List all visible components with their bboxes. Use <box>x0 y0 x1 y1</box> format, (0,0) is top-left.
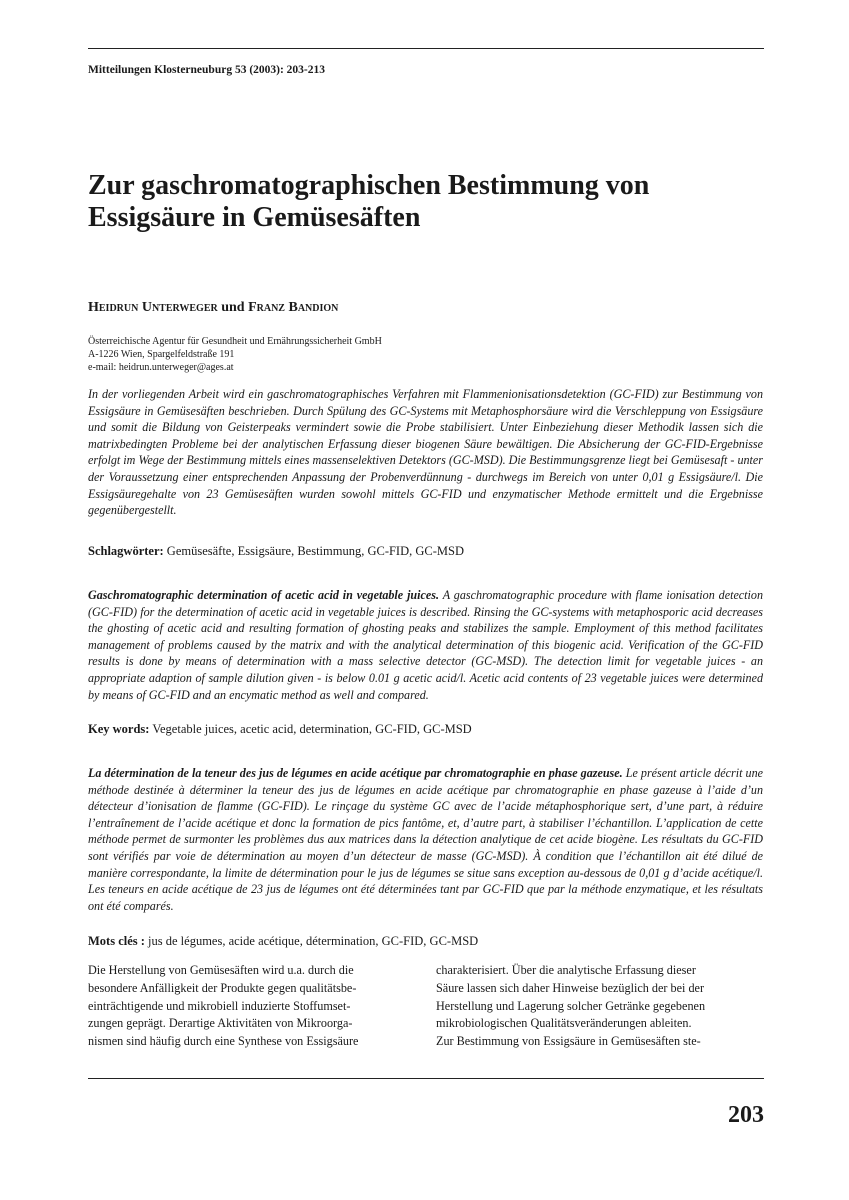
keywords-text: Gemüsesäfte, Essigsäure, Bestimmung, GC-FID, GC-MSD <box>166 544 464 558</box>
body-line: besondere Anfälligkeit der Produkte gegen qualitätsbe- <box>88 980 357 995</box>
body-line: nismen sind häufig durch eine Synthese von Essigsäure <box>88 1034 359 1049</box>
keywords-german <box>88 544 464 559</box>
title-line: Essigsäure in Gemüsesäften <box>88 202 421 233</box>
affiliation-email: e-mail: heidrun.unterweger@ages.at <box>88 362 234 373</box>
body-line: Die Herstellung von Gemüsesäften wird u.a. durch die <box>88 963 354 977</box>
body-line: charakterisiert. Über die analytische Erfassung dieser <box>436 963 696 977</box>
affiliation <box>88 335 382 374</box>
affiliation-line: Österreichische Agentur für Gesundheit und Ernährungssicherheit GmbH <box>88 336 382 347</box>
abstract-french-lead: La détermination de la teneur des jus de légumes en acide acétique par chromatographie en phase gazeuse. <box>88 766 623 780</box>
body-line: Säure lassen sich daher Hinweise bezüglich der bei der <box>436 980 705 995</box>
article-title <box>88 170 768 234</box>
author-name: Heidrun Unterweger <box>88 300 218 315</box>
keywords-label: Key words: <box>88 722 150 736</box>
title-line: Zur gaschromatographischen Bestimmung von <box>88 170 650 201</box>
header-rule <box>88 48 764 49</box>
journal-reference: Mitteilungen Klosterneuburg 53 (2003): 203-213 <box>88 64 326 76</box>
keywords-english <box>88 722 472 737</box>
author-line <box>88 300 338 316</box>
abstract-english <box>88 587 763 703</box>
keywords-text: Vegetable juices, acetic acid, determination, GC-FID, GC-MSD <box>152 722 472 736</box>
keywords-label: Mots clés : <box>88 934 145 948</box>
body-line: zungen geprägt. Derartige Aktivitäten von Mikroorga- <box>88 1016 353 1031</box>
abstract-german: In der vorliegenden Arbeit wird ein gaschromatographisches Verfahren mit Flammenionisationsdetektion (GC-FID) zur Bestimmung von Essigsäure in Gemüsesäften beschrieben. Durch Spülung des GC-Systems mit Metaphosphorsäure wird die Verschleppung von Essigsäure und somit die Bildung von Geisterpeaks vermindert sowie die Probe stabilisiert. Unter Einbeziehung dieser Methodik lassen sich die matrixbedingten Probleme bei der analytischen Erfassung dieser biogenen Säure bewältigen. Die Absicherung der GC-FID-Ergebnisse erfolgt im Wege der Bestimmung mittels eines massenselektiven Detektors (GC-MSD). Die Bestimmungsgrenze liegt bei Gemüsesaft - unter der Voraussetzung einer entsprechenden Anpassung der Probenverdünnung - durchwegs im Bereich von unter 0,01 g Essigsäure/l. Die Essigsäuregehalte von 23 Gemüsesäften wurden sowohl mittels GC-FID und enzymatischer Methode ermittelt und die Ergebnisse gegenübergestellt. <box>88 387 763 518</box>
abstract-french-text: Le présent article décrit une méthode destinée à déterminer la teneur des jus de légumes en acide acétique par chromatographie en phase gazeuse à l’aide d’un détecteur d’ionisation de flamme (GC-FID). Le rinçage du système GC avec de l’acide métaphosphorique sert, d’une part, à réduire l’entraînement de l’acide acétique et donc la formation de pics fantôme, et, d’autre part, à stabiliser l’échantillon. L’application de cette méthode permet de surmonter les problèmes dus aux matrices dans la détection analytique de cet acide biogène. Les résultats du GC-FID sont vérifiés par voie de détermination au moyen d’un détecteur de masse (GC-MSD). À condition que l’échantillon ait été dilué de manière correspondante, la limite de détermination pour le jus de légumes se situe sans exception au-dessous de 0,01 g d’acide acétique/l. Les teneurs en acide acétique de 23 jus de légumes ont été déterminées tant par GC-FID que par la méthode enzymatique, et les résultats ont été comparés. <box>88 766 763 913</box>
footer-rule <box>88 1078 764 1079</box>
affiliation-line: A-1226 Wien, Spargelfeldstraße 191 <box>88 349 235 360</box>
abstract-english-lead: Gaschromatographic determination of acetic acid in vegetable juices. <box>88 588 439 602</box>
body-line: Herstellung und Lagerung solcher Getränke gegebenen <box>436 998 706 1013</box>
body-line: mikrobiologischen Qualitätsveränderungen ableiten. <box>436 1016 692 1031</box>
body-column-right <box>436 962 762 1051</box>
keywords-text: jus de légumes, acide acétique, détermination, GC-FID, GC-MSD <box>148 934 479 948</box>
abstract-french <box>88 765 763 914</box>
keywords-label: Schlagwörter: <box>88 544 164 558</box>
body-line: einträchtigende und mikrobiell induzierte Stoffumset- <box>88 998 351 1013</box>
body-column-left <box>88 962 414 1051</box>
page-number: 203 <box>728 1102 764 1128</box>
keywords-french <box>88 934 478 949</box>
author-conjunction: und <box>221 300 245 315</box>
body-line: Zur Bestimmung von Essigsäure in Gemüsesäften ste- <box>436 1034 701 1049</box>
author-name: Franz Bandion <box>248 300 339 315</box>
abstract-english-text: A gaschromatographic procedure with flame ionisation detection (GC-FID) for the determination of acetic acid in vegetable juices is described. Rinsing the GC-systems with metaphosporic acid decreases the ghosting of acetic acid and resulting formation of ghosting peaks and stabilizes the sample. Employment of this method facilitates management of problems caused by the matrix and with the analytical determination of this biogenic acid. Verification of the GC-FID results is done by means of determination with a mass selective detector (GC-MSD). The detection limit for vegetable juices - an appropriate adaption of sample dilution given - is below 0.01 g acetic acid/l. Acetic acid contents of 23 vegetable juices were determined by means of GC-FID and an encymatic method as well and compared. <box>88 588 763 702</box>
